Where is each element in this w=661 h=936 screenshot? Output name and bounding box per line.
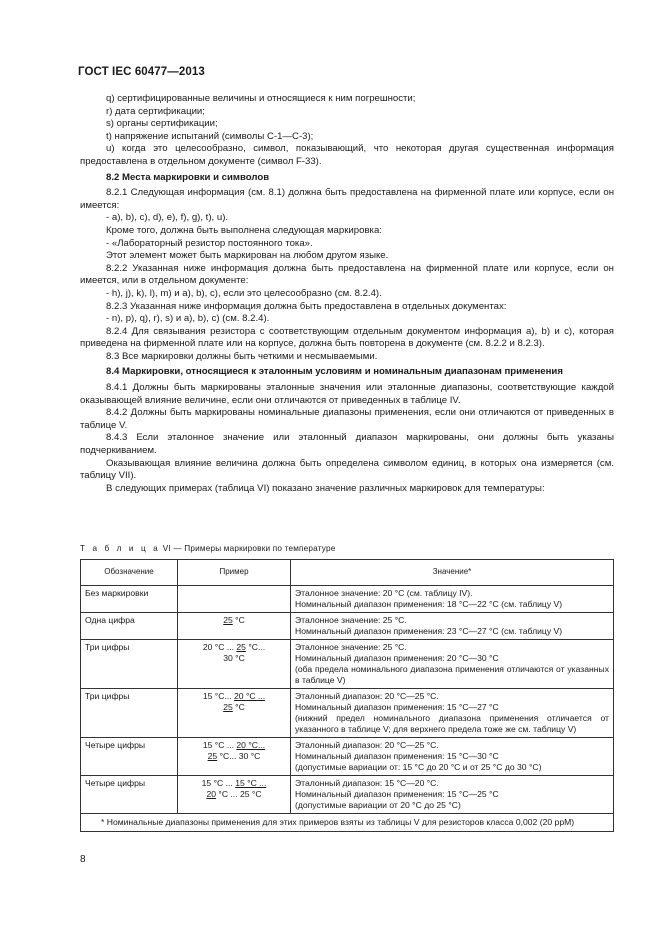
table-row bbox=[81, 640, 614, 689]
paragraph-8-2-3: 8.2.3 Указанная ниже информация должна быть предоставлена в отдельных документах: bbox=[106, 300, 507, 312]
document-body bbox=[80, 93, 614, 495]
cell-meaning bbox=[291, 586, 614, 613]
list-item-8-2-1: - a), b), c), d), e), f), g), t), u). bbox=[106, 212, 229, 224]
paragraph-8-2-4: 8.2.4 Для связывания резистора с соответствующим отдельным документом информация a), b) и c), которая приведена на фирменной плате или на корпусе, должна быть повторена в документе (см. 8.2.2 и 8.2.3). bbox=[80, 325, 614, 350]
table-footnote bbox=[81, 814, 614, 832]
paragraph-examples: В следующих примерах (таблица VI) показано значение различных маркировок для температуры: bbox=[106, 482, 545, 494]
meaning-line: Эталонный диапазон: 15 °C—20 °C. bbox=[295, 778, 439, 788]
example-underlined: 20 °C... bbox=[236, 740, 266, 750]
list-item-r: r) дата сертификации; bbox=[106, 105, 205, 117]
table-row bbox=[81, 689, 614, 738]
paragraph-8-4-3: 8.4.3 Если эталонное значение или эталонный диапазон маркированы, они должны быть указаны подчеркиванием. bbox=[80, 432, 614, 457]
list-item-lab-resistor: - «Лабораторный резистор постоянного тока». bbox=[106, 237, 313, 249]
example-underlined: 20 °C ... bbox=[234, 691, 266, 701]
paragraph-8-4-1: 8.4.1 Должны быть маркированы эталонные значения или эталонные диапазоны, соответствующие каждой оказывающей влияние величине, если они отличаются от приведенных в таблице IV. bbox=[80, 382, 614, 406]
cell-example bbox=[178, 613, 291, 640]
cell-example bbox=[178, 586, 291, 613]
column-header-example: Пример bbox=[178, 560, 291, 586]
cell-designation: Без маркировки bbox=[81, 586, 178, 613]
page-number: 8 bbox=[80, 854, 86, 865]
meaning-line: (нижний предел номинального диапазона применения отличается от указанного в таблице V; для верхнего предела тоже же см. таблицу V) bbox=[295, 713, 609, 734]
meaning-line: (оба предела номинального диапазона применения отличаются от указанных в таблице V) bbox=[295, 664, 609, 685]
table-row bbox=[81, 613, 614, 640]
cell-meaning bbox=[291, 738, 614, 776]
column-header-designation: Обозначение bbox=[81, 560, 178, 586]
meaning-line: Эталонное значение: 25 °C. bbox=[295, 642, 407, 652]
table-footnote-text: * Номинальные диапазоны применения для этих примеров взяты из таблицы V для резисторов класса 0,002 (20 ppM) bbox=[101, 817, 575, 827]
list-item-q: q) сертифицированные величины и относящиеся к ним погрешности; bbox=[106, 93, 416, 104]
list-item-s: s) органы сертификации; bbox=[106, 118, 218, 130]
section-heading-8-4: 8.4 Маркировки, относящиеся к эталонным условиям и номинальным диапазонам применения bbox=[106, 366, 563, 378]
meaning-line: Номинальный диапазон применения: 20 °C—30 °C bbox=[295, 653, 499, 663]
cell-designation: Четыре цифры bbox=[81, 776, 178, 814]
list-item-u: u) когда это целесообразно, символ, показывающий, что некоторая другая существенная информация предоставлена в отдельном документе (символ F-33). bbox=[80, 143, 614, 167]
example-underlined: 20 bbox=[206, 789, 216, 799]
paragraph-8-4-2: 8.4.2 Должны быть маркированы номинальные диапазоны применения, если они отличаются от приведенных в таблице V. bbox=[80, 407, 614, 431]
cell-meaning bbox=[291, 689, 614, 738]
meaning-line: Эталонное значение: 25 °C. bbox=[295, 615, 407, 625]
example-text: °C... bbox=[245, 642, 266, 652]
meaning-line: Номинальный диапазон применения: 23 °C—27 °C (см. таблицу V) bbox=[295, 626, 563, 636]
paragraph-8-2-2: 8.2.2 Указанная ниже информация должна быть предоставлена на фирменной плате или корпусе, если он имеется, или в отдельном документе: bbox=[80, 262, 614, 287]
table-row bbox=[81, 738, 614, 776]
cell-example bbox=[178, 776, 291, 814]
meaning-line: Номинальный диапазон применения: 15 °C—30 °C bbox=[295, 751, 499, 761]
table-header-row bbox=[81, 560, 614, 586]
meaning-line: (допустимые вариации от: 15 °C до 20 °C и от 25 °C до 30 °C) bbox=[295, 762, 542, 772]
example-text: °C... 30 °C bbox=[217, 751, 261, 761]
meaning-line: Эталонный диапазон: 20 °C—25 °C. bbox=[295, 691, 439, 701]
paragraph-language: Этот элемент может быть маркирован на любом другом языке. bbox=[106, 250, 389, 262]
meaning-line: (допустимые вариации от 20 °C до 25 °C) bbox=[295, 800, 461, 810]
list-item-8-2-3: - n), p), q), r), s) и a), b), c) (см. 8.2.4). bbox=[106, 313, 270, 325]
example-text: °C bbox=[232, 615, 245, 625]
cell-designation: Одна цифра bbox=[81, 613, 178, 640]
list-item-t: t) напряжение испытаний (символы C-1—C-3); bbox=[106, 130, 314, 142]
cell-designation: Три цифры bbox=[81, 689, 178, 738]
example-text: 30 °C bbox=[223, 653, 245, 663]
paragraph-units: Оказывающая влияние величина должна быть определена символом единиц, в которых она измеряется (см. таблицу VII). bbox=[80, 457, 614, 482]
section-heading-8-2: 8.2 Места маркировки и символов bbox=[106, 171, 270, 183]
cell-example bbox=[178, 738, 291, 776]
table-row bbox=[81, 586, 614, 613]
meaning-line: Номинальный диапазон применения: 15 °C—27 °C bbox=[295, 702, 499, 712]
example-text: °C ... 25 °C bbox=[216, 789, 262, 799]
column-header-meaning: Значение* bbox=[291, 560, 614, 586]
cell-example bbox=[178, 689, 291, 738]
example-text: °C bbox=[232, 702, 245, 712]
cell-example bbox=[178, 640, 291, 689]
paragraph-additional-marking: Кроме того, должна быть выполнена следующая маркировка: bbox=[106, 224, 382, 236]
meaning-line: Номинальный диапазон применения: 18 °C—22 °C (см. таблицу V) bbox=[295, 599, 563, 609]
meaning-line: Эталонный диапазон: 20 °C—25 °C. bbox=[295, 740, 439, 750]
meaning-line: Эталонное значение: 20 °C (см. таблицу IV). bbox=[295, 588, 473, 598]
cell-designation: Четыре цифры bbox=[81, 738, 178, 776]
paragraph-8-2-1: 8.2.1 Следующая информация (см. 8.1) должна быть предоставлена на фирменной плате или корпусе, если он имеется: bbox=[80, 187, 614, 211]
list-item-8-2-2: - h), j), k), l), m) и a), b), c), если это целесообразно (см. 8.2.4). bbox=[106, 287, 382, 299]
example-underlined: 25 bbox=[223, 615, 233, 625]
table-caption-word: Т а б л и ц а bbox=[80, 544, 161, 553]
cell-designation: Три цифры bbox=[81, 640, 178, 689]
cell-meaning bbox=[291, 613, 614, 640]
example-text: 20 °C ... bbox=[202, 642, 237, 652]
paragraph-8-3: 8.3 Все маркировки должны быть четкими и несмываемыми. bbox=[106, 350, 378, 362]
table-footnote-row bbox=[81, 814, 614, 832]
example-text: 15 °C ... bbox=[202, 740, 237, 750]
example-underlined: 25 bbox=[236, 642, 246, 652]
temperature-marking-table bbox=[80, 559, 614, 832]
meaning-line: Номинальный диапазон применения: 15 °C—25 °C bbox=[295, 789, 499, 799]
document-id-header: ГОСТ IEC 60477—2013 bbox=[78, 66, 205, 78]
table-caption-title: VI — Примеры маркировки по температуре bbox=[162, 544, 336, 553]
example-underlined: 25 bbox=[207, 751, 218, 761]
example-text: 15 °C ... bbox=[201, 778, 236, 788]
example-text: 15 °C... bbox=[202, 691, 234, 701]
table-caption bbox=[80, 544, 614, 553]
example-underlined: 15 °C ... bbox=[235, 778, 267, 788]
example-underlined: 25 bbox=[223, 702, 233, 712]
cell-meaning bbox=[291, 640, 614, 689]
cell-meaning bbox=[291, 776, 614, 814]
table-row bbox=[81, 776, 614, 814]
